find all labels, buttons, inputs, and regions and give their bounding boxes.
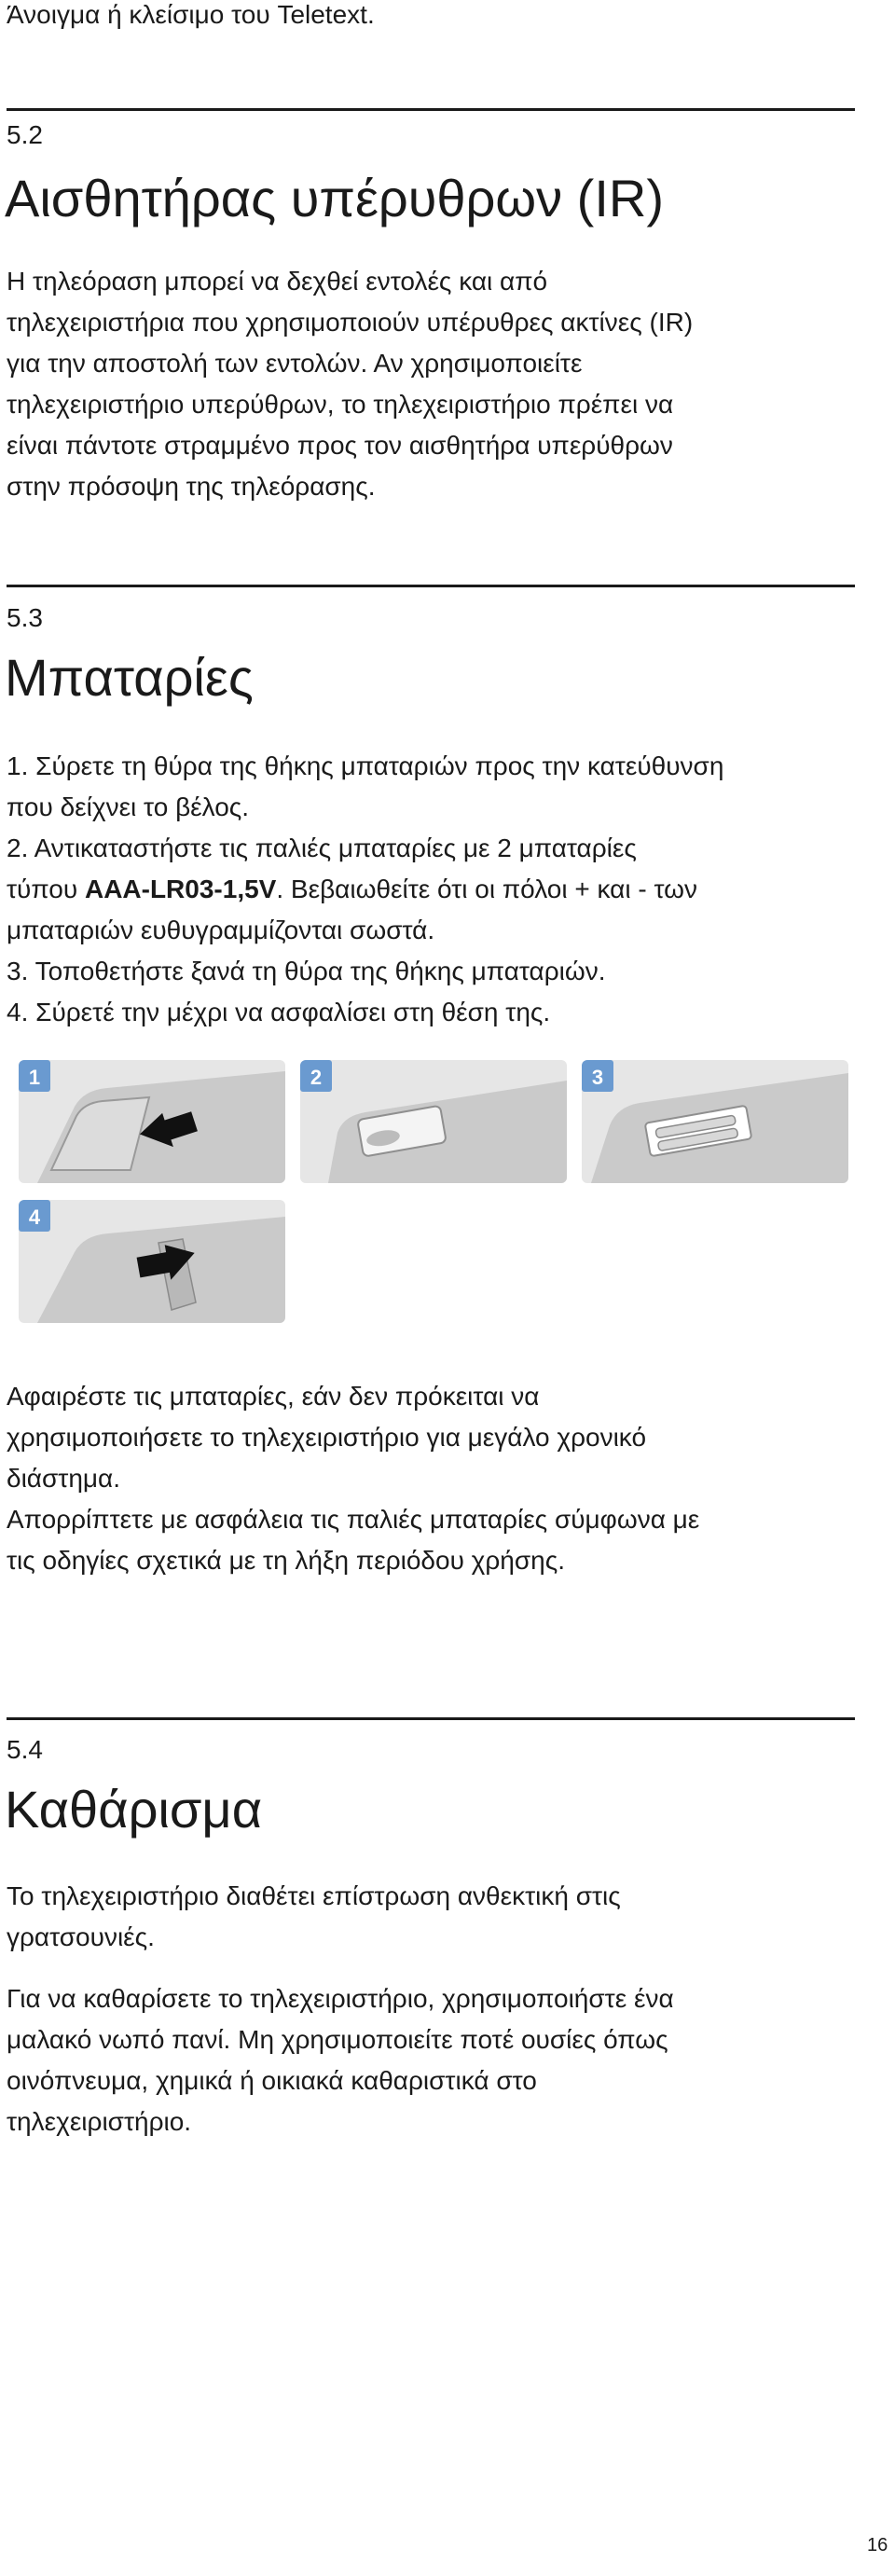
battery-figure-4 (19, 1200, 285, 1323)
body-line: είναι πάντοτε στραμμένο προς τον αισθητήρα υπερύθρων (7, 431, 673, 460)
body-line: Για να καθαρίσετε το τηλεχειριστήριο, χρησιμοποιήστε ένα (7, 1984, 674, 2013)
body-line: χρησιμοποιήσετε το τηλεχειριστήριο για μεγάλο χρονικό (7, 1423, 647, 1452)
intro-line: Άνοιγμα ή κλείσιμο του Teletext. (7, 0, 375, 29)
step-line: μπαταριών ευθυγραμμίζονται σωστά. (7, 916, 435, 944)
section-number: 5.2 (7, 120, 43, 149)
figure-badge: 4 (28, 1205, 41, 1229)
section-title: Καθάρισμα (5, 1780, 263, 1839)
step-line: 1. Σύρετε τη θύρα της θήκης μπαταριών προς την κατεύθυνση (7, 751, 724, 780)
body-line: γρατσουνιές. (7, 1922, 155, 1951)
body-line: τηλεχειριστήρια που χρησιμοποιούν υπέρυθρες ακτίνες (IR) (7, 308, 694, 337)
figure-badge: 2 (310, 1066, 323, 1089)
section-number: 5.4 (7, 1735, 43, 1764)
body-line: μαλακό νωπό πανί. Μη χρησιμοποιείτε ποτέ ουσίες όπως (7, 2025, 668, 2054)
section-title: Αισθητήρας υπέρυθρων (IR) (5, 169, 664, 227)
step-line: που δείχνει το βέλος. (7, 792, 250, 821)
body-line: οινόπνευμα, χημικά ή οικιακά καθαριστικά στο (7, 2066, 537, 2095)
body-line: Απορρίπτετε με ασφάλεια τις παλιές μπαταρίες σύμφωνα με (7, 1505, 700, 1534)
section-number: 5.3 (7, 603, 43, 632)
body-line: τις οδηγίες σχετικά με τη λήξη περιόδου χρήσης. (7, 1546, 565, 1575)
step-line: 4. Σύρετέ την μέχρι να ασφαλίσει στη θέση της. (7, 998, 551, 1026)
body-line: για την αποστολή των εντολών. Αν χρησιμοποιείτε (7, 349, 583, 378)
step-text: τύπου (7, 875, 85, 903)
body-line: τηλεχειριστήριο υπερύθρων, το τηλεχειριστήριο πρέπει να (7, 390, 674, 419)
section-divider (7, 1717, 855, 1720)
step-line: 3. Τοποθετήστε ξανά τη θύρα της θήκης μπαταριών. (7, 957, 606, 985)
figure-badge: 3 (591, 1066, 604, 1089)
section-divider (7, 108, 855, 111)
section-divider (7, 585, 855, 587)
body-line: διάστημα. (7, 1464, 121, 1493)
section-title: Μπαταρίες (5, 648, 254, 707)
body-line: Η τηλεόραση μπορεί να δεχθεί εντολές και από (7, 267, 548, 296)
body-line: Το τηλεχειριστήριο διαθέτει επίστρωση ανθεκτική στις (7, 1881, 621, 1910)
battery-type: AAA-LR03-1,5V (84, 875, 277, 903)
body-line: στην πρόσοψη της τηλεόρασης. (7, 472, 376, 501)
battery-figure-3 (582, 1060, 848, 1183)
step-line: 2. Αντικαταστήστε τις παλιές μπαταρίες με 2 μπαταρίες (7, 833, 637, 862)
body-line: Αφαιρέστε τις μπαταρίες, εάν δεν πρόκειται να (7, 1382, 540, 1411)
body-line: τηλεχειριστήριο. (7, 2107, 192, 2136)
step-text: . Βεβαιωθείτε ότι οι πόλοι + και - των (276, 875, 697, 903)
page-number: 16 (867, 2535, 888, 2555)
battery-figure-1 (19, 1060, 285, 1183)
figure-badge: 1 (28, 1066, 41, 1089)
battery-figure-2 (300, 1060, 567, 1183)
step-line (7, 869, 697, 910)
